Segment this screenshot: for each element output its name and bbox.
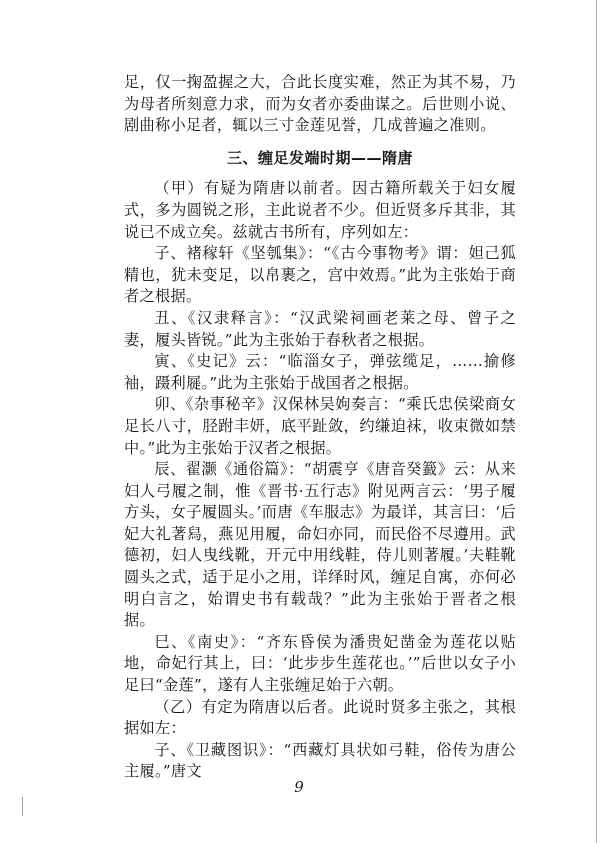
- paragraph-yi: （乙）有定为隋唐以后者。此说时贤多主张之，其根据如左：: [124, 697, 516, 738]
- paragraph-yi-zi: 子、《卫藏图识》：“西藏灯具状如弓鞋，俗传为唐公主履。”唐文: [124, 740, 516, 781]
- paragraph-continuation: 足，仅一掬盈握之大，合此长度实难，然正为其不易，乃为母者所刻意力求，而为女者亦委曲谋之。后世则小说、剧曲称小足者，辄以三寸金莲见誉，几成普遍之准则。: [124, 73, 516, 135]
- paragraph-zi: 子、褚稼轩《坚瓠集》：“《古今事物考》谓：妲己狐精也，犹未变足，以帛裹之，宫中效焉。”此为主张始于商者之根据。: [124, 244, 516, 306]
- paragraph-chen: 辰、翟灏《通俗篇》：“胡震亨《唐音癸籖》云：从来妇人弓履之制，惟《晋书·五行志》附见两言云：‘男子履方头，女子履圆头。’而唐《车服志》为最详，其言曰：‘后妃大礼著舄，燕见用履，命妇亦同，而民俗不尽遵用。武德初，妇人曳线靴，开元中用线鞋，侍儿则著履。’夫鞋靴圆头之式，适于足小之用，详绎时风，缠足自寓，亦何必明白言之，始谓史书有载哉？”此为主张始于晋者之根据。: [124, 460, 516, 630]
- paragraph-si: 巳、《南史》：“齐东昏侯为潘贵妃凿金为莲花以贴地，命妃行其上，曰：‘此步步生莲花也。’”后世以女子小足曰“金莲”，遂有人主张缠足始于六朝。: [124, 632, 516, 695]
- body-text: [124, 72, 516, 783]
- paragraph-mao: 卯、《杂事秘辛》汉保林吴姁奏言：“乘氏忠侯梁商女足长八寸，胫跗丰妍，底平趾敛，约缣迫袜，收束微如禁中。”此为主张始于汉者之根据。: [124, 395, 516, 457]
- section-heading: 三、缠足发端时期——隋唐: [226, 148, 413, 167]
- paragraph-jia: （甲）有疑为隋唐以前者。因古籍所载关于妇女履式，多为圆锐之形，主此说者不少。但近贤多斥其非，其说已不成立矣。兹就古书所有，序列如左：: [124, 179, 516, 241]
- page-number: 9: [294, 778, 304, 796]
- margin-mark: [22, 797, 23, 816]
- paragraph-yin: 寅、《史记》云：“临淄女子，弹弦缆足，……揄修袖，蹑利屣。”此为主张始于战国者之根据。: [124, 352, 516, 392]
- paragraph-chou: 丑、《汉隶释言》：“汉武梁祠画老莱之母、曾子之妻，履头皆锐。”此为主张始于春秋者之根据。: [124, 308, 516, 349]
